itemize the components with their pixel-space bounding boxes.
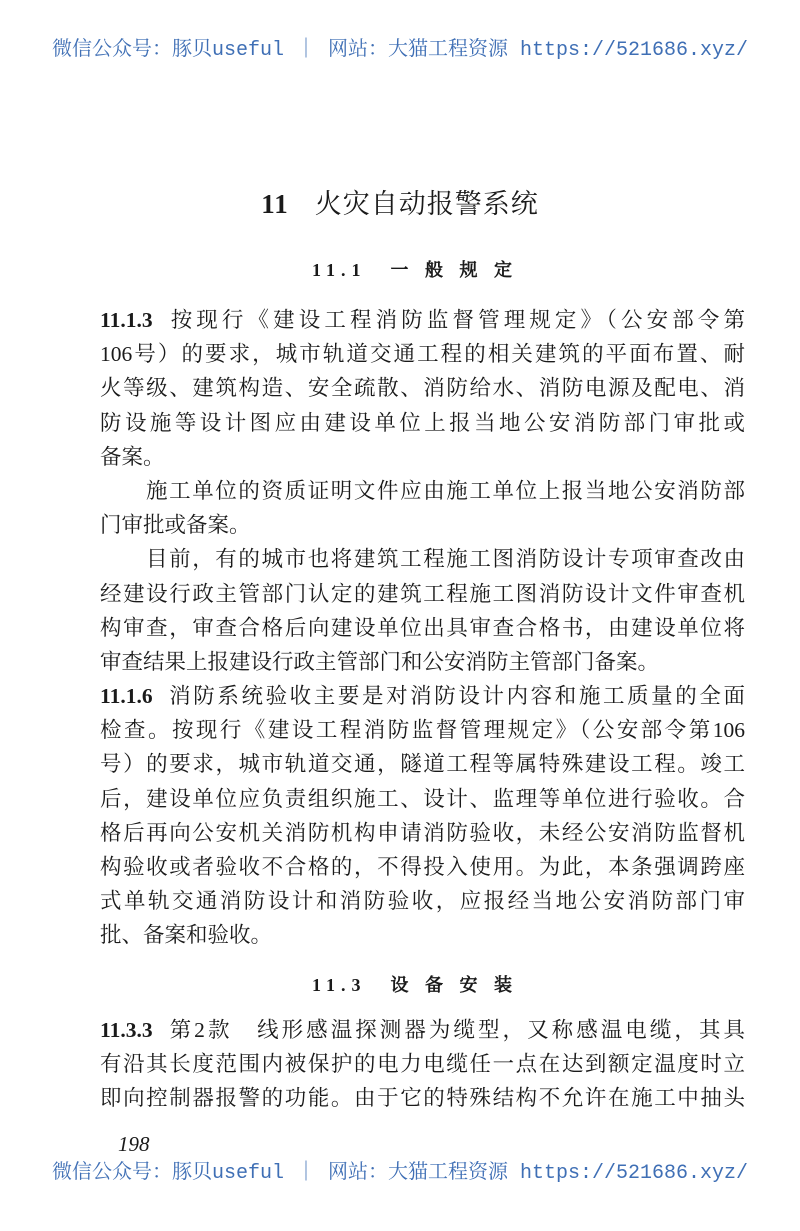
text-line [100,542,745,576]
line-text: 审查结果上报建设行政主管部门和公安消防主管部门备案。 [100,649,660,674]
text-line [100,1047,745,1081]
line-text: 经建设行政主管部门认定的建筑工程施工图消防设计文件审查机 [100,581,745,606]
section-body-11-1 [100,303,745,953]
line-text: 即向控制器报警的功能。由于它的特殊结构不允许在施工中抽头 [100,1086,745,1111]
line-text: 门审批或备案。 [100,513,251,538]
paragraph [100,679,745,953]
line-text: 批、备案和验收。 [100,923,273,948]
chapter-title-text: 火灾自动报警系统 [314,189,539,219]
text-line [100,816,745,850]
line-text: 有沿其长度范围内被保护的电力电缆任一点在达到额定温度时立 [100,1052,745,1077]
text-line [100,1081,745,1115]
text-line [100,508,745,542]
line-text: 式单轨交通消防设计和消防验收，应报经当地公安消防部门审 [100,889,745,914]
page-number: 198 [118,1132,150,1156]
text-line [100,850,745,884]
chapter-title [0,182,800,221]
line-text: 按现行《建设工程消防监督管理规定》（公安部令第 [166,308,745,332]
text-line [100,406,745,440]
text-line [100,645,745,679]
line-text: 火等级、建筑构造、安全疏散、消防给水、消防电源及配电、消 [100,376,745,401]
line-text: 构验收或者验收不合格的，不得投入使用。为此，本条强调跨座 [100,855,745,879]
text-line [100,303,745,337]
text-line [100,337,745,371]
text-line [100,782,745,816]
line-text: 第2款 线形感温探测器为缆型，又称感温电缆，其具 [166,1018,745,1042]
line-text: 号）的要求，城市轨道交通，隧道工程等属特殊建设工程。竣工 [100,752,745,777]
line-text: 后，建设单位应负责组织施工、设计、监理等单位进行验收。合 [100,786,745,811]
line-text: 防设施等设计图应由建设单位上报当地公安消防部门审批或 [100,410,745,435]
paragraph [100,1013,745,1116]
clause-number: 11.3.3 [100,1018,153,1042]
watermark-footer: 微信公众号：豚贝useful ｜ 网站：大猫工程资源 https://521686.xyz/ [51,1162,749,1185]
chapter-number: 11 [261,189,289,219]
text-line [100,371,745,405]
text-line [100,713,745,747]
line-text: 备案。 [100,444,165,469]
line-text: 消防系统验收主要是对消防设计内容和施工质量的全面 [166,684,745,709]
line-text: 施工单位的资质证明文件应由施工单位上报当地公安消防部 [146,478,745,503]
text-line [100,474,745,508]
line-text: 目前，有的城市也将建筑工程施工图消防设计专项审查改由 [146,547,745,572]
text-line [100,440,745,474]
text-line [100,577,745,611]
line-text: 构审查，审查合格后向建设单位出具审查合格书，由建设单位将 [100,615,745,640]
section-body-11-3 [100,1013,745,1116]
line-text: 106号）的要求，城市轨道交通工程的相关建筑的平面布置、耐 [100,342,745,367]
text-line [100,1013,745,1047]
watermark-header: 微信公众号：豚贝useful ｜ 网站：大猫工程资源 https://521686.xyz/ [51,39,749,62]
paragraph [100,542,745,679]
line-text: 格后再向公安机关消防机构申请消防验收，未经公安消防监督机 [100,820,745,845]
text-line [100,884,745,918]
text-line [100,918,745,952]
text-line [100,747,745,781]
text-line [100,679,745,713]
section-heading-11-1: 11.1 一 般 规 定 [311,260,518,280]
line-text: 检查。按现行《建设工程消防监督管理规定》（公安部令第106 [100,718,745,743]
text-line [100,611,745,645]
clause-number: 11.1.3 [100,308,153,332]
section-heading-11-3: 11.3 设 备 安 装 [311,975,518,995]
clause-number: 11.1.6 [100,684,153,709]
paragraph [100,474,745,542]
paragraph [100,303,745,474]
